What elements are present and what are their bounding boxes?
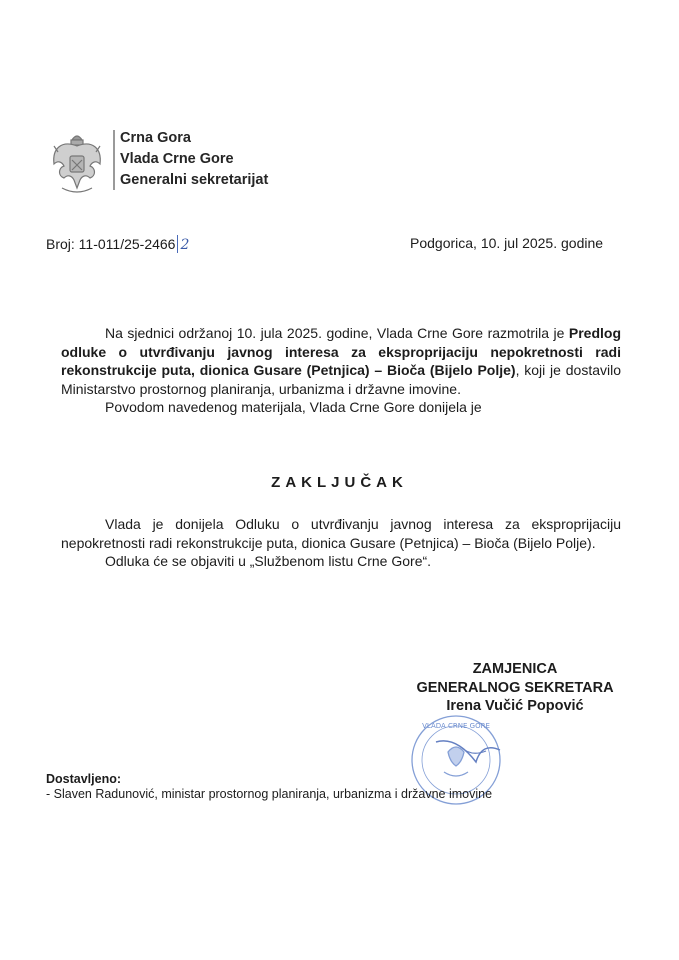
handwritten-mark bbox=[177, 235, 178, 253]
conclusion-paragraph: Vlada je donijela Odluku o utvrđivanju javnog interesa za eksproprijaciju nepokretnosti radi rekonstrukcije puta, dionica Gusare (Petnjica) – Bioča (Bijelo Polje). bbox=[61, 516, 621, 551]
signatory-name: Irena Vučić Popović bbox=[446, 698, 584, 714]
reference-number bbox=[46, 235, 189, 253]
header-divider bbox=[113, 130, 115, 190]
intro-text: Na sjednici održanoj 10. jula 2025. godine, Vlada Crne Gore razmotrila je bbox=[105, 325, 569, 341]
conclusion-heading: ZAKLJUČAK bbox=[271, 474, 408, 491]
delivered-recipient: - Slaven Radunović, ministar prostornog planiranja, urbanizma i državne imovine bbox=[46, 787, 493, 801]
org-country: Crna Gora bbox=[120, 130, 191, 146]
org-department: Generalni sekretarijat bbox=[120, 172, 269, 188]
intro-text-end: , koji je dostavilo Ministarstvo prostornog planiranja, urbanizma i državne imovine. bbox=[61, 362, 622, 397]
handwritten-suffix: 2 bbox=[180, 237, 190, 253]
org-government: Vlada Crne Gore bbox=[120, 151, 234, 167]
coat-of-arms-icon bbox=[48, 130, 106, 196]
delivered-label: Dostavljeno: bbox=[46, 772, 122, 786]
intro-second-paragraph: Povodom navedenog materijala, Vlada Crne Gore donijela je bbox=[105, 399, 482, 415]
svg-text:VLADA CRNE GORE: VLADA CRNE GORE bbox=[422, 722, 490, 730]
signatory-title-2: GENERALNOG SEKRETARA bbox=[416, 679, 614, 696]
reference-label: Broj: 11-011/25-2466 bbox=[46, 236, 176, 252]
intro-paragraph bbox=[61, 324, 621, 398]
signatory-title-1: ZAMJENICA bbox=[472, 661, 558, 677]
place-date: Podgorica, 10. jul 2025. godine bbox=[410, 235, 604, 251]
header-organization bbox=[120, 128, 268, 191]
publication-note: Odluka će se objaviti u „Službenom listu Crne Gore“. bbox=[105, 553, 432, 569]
intro-section bbox=[61, 324, 621, 417]
signature-block bbox=[380, 660, 650, 716]
conclusion-section bbox=[61, 515, 621, 571]
delivered-section bbox=[46, 772, 492, 802]
intro-bold-title: Predlog odluke o utvrđivanju javnog interesa za eksproprijaciju nepokretnosti radi rekonstrukcije puta, dionica Gusare (Petnjica) – Bioča (Bijelo Polje) bbox=[61, 325, 621, 378]
